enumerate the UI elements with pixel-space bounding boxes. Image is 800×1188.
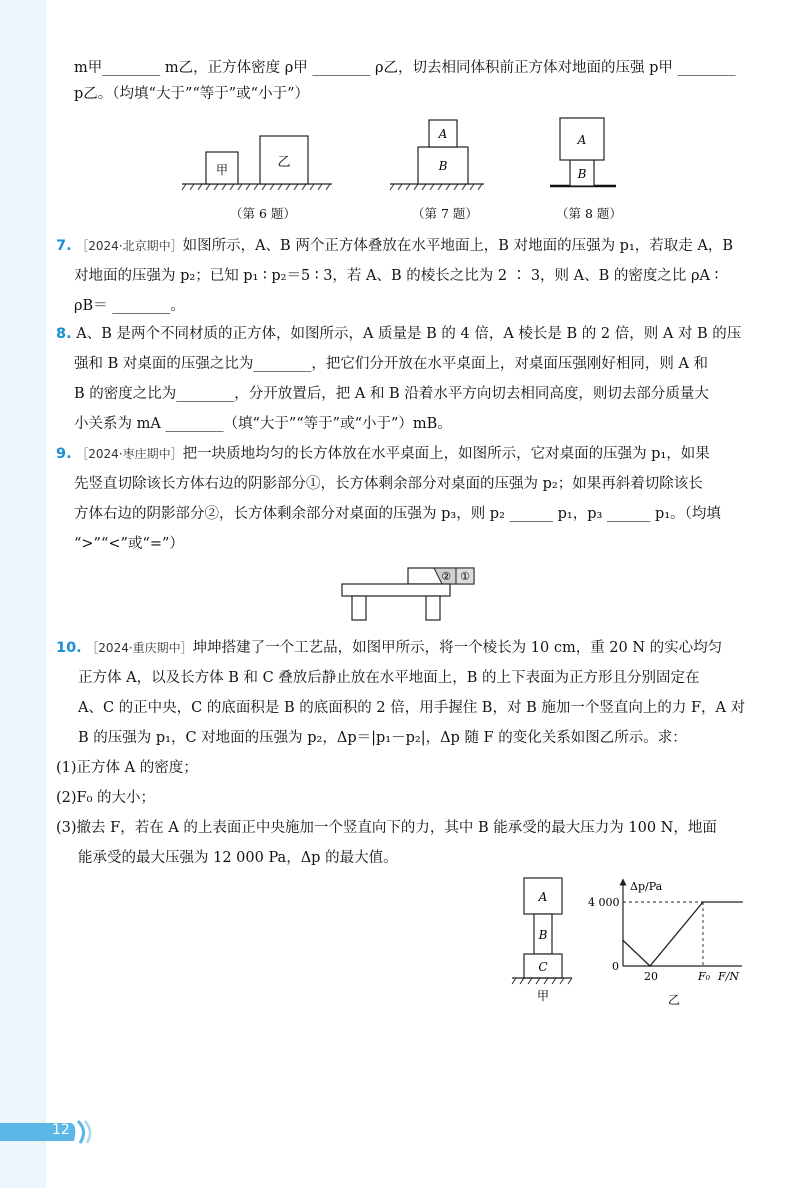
- figure-10-yi-chart: [586, 876, 756, 1010]
- q9-line2: 先竖直切除该长方体右边的阴影部分①，长方体剩余部分对桌面的压强为 p₂；如果再斜着切除该长: [74, 476, 703, 492]
- chart-point-0: [622, 940, 624, 942]
- fig9-label-1: ①: [460, 570, 470, 583]
- fig8-bottom-label: B: [577, 167, 587, 181]
- figures-6-7-8: [180, 112, 620, 196]
- chart-xlabel: F/N: [718, 970, 739, 983]
- fig10-c-label: C: [538, 960, 548, 974]
- q10-number: 10.: [56, 640, 82, 656]
- caption-fig8: （第 8 题）: [556, 206, 622, 221]
- caption-fig6: （第 6 题）: [230, 206, 296, 221]
- page-number: 12: [52, 1122, 70, 1138]
- q9-source-tag: ［2024·枣庄期中］: [76, 447, 183, 461]
- fig10-caption-jia: 甲: [536, 989, 550, 1003]
- q10-line3: A、C 的正中央，C 的底面积是 B 的底面积的 2 倍，用手握住 B，对 B 施加一个竖直向上的力 F，A 对: [78, 700, 746, 716]
- fig10-b-label: B: [538, 928, 548, 942]
- question-8-line1: [56, 324, 741, 344]
- fig9-leg-left: [352, 596, 366, 620]
- caption-fig7: （第 7 题）: [412, 206, 478, 221]
- fig7-bottom-label: B: [438, 159, 448, 173]
- question-10-line1: [56, 638, 722, 658]
- chart-point-2: [702, 901, 704, 903]
- chart-point-3: [741, 901, 743, 903]
- fig6-left-label: 甲: [215, 163, 229, 177]
- q8-line4: 小关系为 mA ________（填“大于”“等于”或“小于”）mB。: [74, 416, 452, 432]
- fig9-label-2: ②: [441, 570, 451, 583]
- q7-number: 7.: [56, 238, 72, 254]
- figure-9-table: [338, 564, 478, 624]
- q8-line2: 强和 B 对桌面的压强之比为________，把它们分开放在水平桌面上，对桌面压强刚好相同，则 A 和: [74, 356, 709, 372]
- fig6-right-label: 乙: [277, 155, 291, 170]
- fig9-leg-right: [426, 596, 440, 620]
- figure-10-jia: [506, 874, 578, 1006]
- chart-xtick-20: 20: [644, 970, 658, 983]
- q7-text1: 如图所示，A、B 两个正方体叠放在水平地面上，B 对地面的压强为 p₁，若取走 A，B: [182, 238, 734, 254]
- question-7-line1: [56, 236, 733, 256]
- q6-line2: p乙。（均填“大于”“等于”或“小于”）: [74, 86, 310, 102]
- q8-number: 8.: [56, 326, 72, 342]
- q10-text1: 坤坤搭建了一个工艺品，如图甲所示，将一个棱长为 10 cm，重 20 N 的实心均匀: [192, 640, 723, 656]
- fig8-top-label: A: [577, 133, 587, 147]
- q10-line4: B 的压强为 p₁，C 对地面的压强为 p₂，Δp＝|p₁－p₂|，Δp 随 F 的变化关系如图乙所示。求：: [78, 730, 687, 746]
- q10-sub1: (1)正方体 A 的密度；: [56, 760, 198, 776]
- fig10-a-label: A: [538, 890, 548, 904]
- fig7-top-label: A: [438, 127, 448, 141]
- q7-line2: 对地面的压强为 p₂；已知 p₁ ∶ p₂＝5 ∶ 3，若 A、B 的棱长之比为 2 ∶ 3，则 A、B 的密度之比 ρA ∶: [74, 268, 719, 284]
- q9-text1: 把一块质地均匀的长方体放在水平桌面上，如图所示，它对桌面的压强为 p₁，如果: [182, 446, 710, 462]
- q10-source-tag: ［2024·重庆期中］: [86, 641, 193, 655]
- q8-line3: B 的密度之比为________，分开放置后，把 A 和 B 沿着水平方向切去相同高度，则切去部分质量大: [74, 386, 709, 402]
- chart-origin: 0: [612, 960, 619, 973]
- q7-source-tag: ［2024·北京期中］: [76, 239, 183, 253]
- fig9-tabletop: [342, 584, 450, 596]
- q7-line3: ρB＝ ________。: [74, 298, 185, 314]
- chart-xtick-f0: F₀: [698, 970, 711, 983]
- page-number-tab: [0, 1117, 92, 1147]
- q8-text1: A、B 是两个不同材质的正方体，如图所示，A 质量是 B 的 4 倍，A 棱长是 B 的 2 倍，则 A 对 B 的压: [76, 326, 742, 342]
- q10-sub3a: (3)撤去 F，若在 A 的上表面正中央施加一个竖直向下的力，其中 B 能承受的最大压力为 100 N，地面: [56, 820, 717, 836]
- q10-sub2: (2)F₀ 的大小；: [56, 790, 156, 806]
- question-9-line1: [56, 444, 710, 464]
- fig10-caption-yi: 乙: [667, 993, 681, 1007]
- chart-ylabel: Δp/Pa: [630, 880, 663, 893]
- q9-line4: “>”“<”或“=”）: [74, 536, 184, 552]
- q10-sub3b: 能承受的最大压强为 12 000 Pa，Δp 的最大值。: [78, 850, 398, 866]
- chart-ytick-4000: 4 000: [588, 896, 620, 909]
- chart-series-line: [623, 902, 742, 966]
- chart-point-1: [649, 965, 651, 967]
- q9-line3: 方体右边的阴影部分②，长方体剩余部分对桌面的压强为 p₃，则 p₂ ______ p₁，p₃ ______ p₁。（均填: [74, 506, 721, 522]
- q9-number: 9.: [56, 446, 72, 462]
- q6-line1: m甲________ m乙，正方体密度 ρ甲 ________ ρ乙，切去相同体积前正方体对地面的压强 p甲 ________: [74, 60, 736, 76]
- q10-line2: 正方体 A，以及长方体 B 和 C 叠放后静止放在水平地面上，B 的上下表面为正方形且分别固定在: [78, 670, 700, 686]
